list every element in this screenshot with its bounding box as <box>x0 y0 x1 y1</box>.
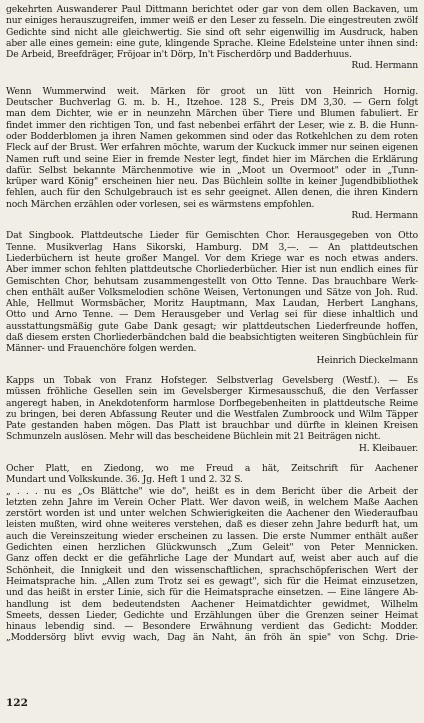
text-line: Ahle, Hellmut Wormsbächer, Moritz Hauptmann, Max Laudan, Herbert Langhans, <box>6 298 418 310</box>
text-line: handlung ist dem bedeutendsten Aachener Heimatdichter gewidmet, Wilhelm <box>6 598 418 610</box>
text-line: Gemischten Chor, behutsam zusammengestellt von Otto Tenne. Das brauchbare Werk- <box>6 275 418 287</box>
text-line: Fleck auf der Brust. Wer erfahren möchte, warum der Kuckuck immer nur seinen eigenen <box>6 142 418 154</box>
text-line: Gedichte sind nicht alle gleichwertig. Sie sind oft sehr eigenwillig im Ausdruck, haben <box>6 26 418 38</box>
text-line: Schönheit, die Innigkeit und den wissenschaftlichen, sprachschöpferischen Wert der <box>6 564 418 576</box>
page-number: 122 <box>6 697 28 709</box>
text-line: Ganz offen deckt er die gefährliche Lage der Mundart auf, weist aber auch auf die <box>6 553 418 565</box>
review-heading-line: Ocher Platt, en Ziedong, wo me Freud a hät, Zeitschrift für Aachener <box>6 462 418 474</box>
text-line: aber alle eines gemein: eine gute, klingende Sprache. Kleine Edelsteine unter ihnen sind: <box>6 37 418 49</box>
text-line: nur einiges herauszugreifen, immer weiß er den Leser zu fesseln. Die eingestreuten zwölf <box>6 15 418 27</box>
text-line: und das heißt in erster Linie, sich für die Heimatsprache einsetzen. — Eine längere Ab- <box>6 587 418 599</box>
text-line: chen enthält außer Volksmelodien schöne Weisen, Vertonungen und Sätze von Joh. Rud. <box>6 286 418 298</box>
review-heading-line: Wenn Wummerwind weit. Märken för groot un lütt von Heinrich Hornig. <box>6 85 418 97</box>
text-line: „Moddersörg blivt evvig wach, Dag än Naht, än fröh än spie" von Schg. Drie- <box>6 632 418 644</box>
text-line: Mundart und Volkskunde. 36. Jg. Heft 1 und 2. 32 S. <box>6 474 243 486</box>
text-line: noch Märchen erzählen oder vorlesen, sei es wärmstens empfohlen. <box>6 198 315 210</box>
text-line: zerstört worden ist und unter welchen Schwierigkeiten die Aachener den Wiederaufbau <box>6 508 418 520</box>
text-line: Otto und Arno Tenne. — Dem Herausgeber und Verlag sei für diese inhaltlich und <box>6 309 418 321</box>
text-line: letzten zehn Jahre im Verein Ocher Platt. Wer davon weiß, in welchem Maße Aachen <box>6 496 418 508</box>
text-line: müssen fröhliche Gesellen sein im Gevelsberger Kirmesausschuß, die den Verfasser <box>6 386 418 398</box>
text-line: gekehrten Auswanderer Paul Dittmann berichtet oder gar von dem ollen Backaven, um <box>6 4 418 15</box>
text-line: Heimatsprache hin. „Allen zum Trotz sei es gewagt", sich für die Heimat einzusetzen, <box>6 575 418 587</box>
reviewer-signature: Heinrich Dieckelmann <box>316 354 418 366</box>
reviewer-signature: Rud. Hermann <box>351 60 418 72</box>
text-line: De Arbeid, Breefdräger, Fröjoar in't Dörp, In't Fischerdörp und Badderhuus. <box>6 49 352 61</box>
text-line: Pate gestanden haben mögen. Das Platt ist brauchbar und dürfte in kleinen Kreisen <box>6 420 418 432</box>
review-heading-line: Kapps un Tobak von Franz Hofsteger. Selbstverlag Gevelsberg (Westf.). — Es <box>6 374 418 386</box>
text-line: krüper ward König" erscheinen hier neu. Das Büchlein sollte in keiner Jugendbibliothek <box>6 176 418 188</box>
text-line: Namen ruft und seine Eier in fremde Nester legt, findet hier im Märchen die Erklärung <box>6 153 418 165</box>
text-line: daß diesem ersten Chorliederbändchen bald die beabsichtigten weiteren Singbüchlein für <box>6 332 418 344</box>
review-dat-singbook <box>6 230 418 366</box>
text-line: Smeets, dessen Lieder, Gedichte und Erzählungen über die Grenzen seiner Heimat <box>6 609 418 621</box>
review-heading-line: Dat Singbook. Plattdeutsche Lieder für Gemischten Chor. Herausgegeben von Otto <box>6 230 418 242</box>
intro-paragraph <box>6 4 418 72</box>
text-line: dafür. Selbst bekannte Märchenmotive wie in „Moot un Overmoot" oder in „Tunn- <box>6 164 418 176</box>
text-line: Tenne. Musikverlag Hans Sikorski, Hamburg. DM 3,—. — An plattdeutschen <box>6 241 418 253</box>
text-line: Deutscher Buchverlag G. m. b. H., Itzehoe. 128 S., Preis DM 3,30. — Gern folgt <box>6 97 418 109</box>
text-line: man dem Dichter, wie er in neunzehn Märchen über Tiere und Blumen fabuliert. Er <box>6 108 418 120</box>
text-line: auch die Vereinszeitung wieder erscheinen zu lassen. Die erste Nummer enthält außer <box>6 530 418 542</box>
text-line: Schmunzeln auslösen. Mehr will das bescheidene Büchlein mit 21 Beiträgen nicht. <box>6 431 381 443</box>
text-line: Liederbüchern ist heute großer Mangel. Vor dem Kriege war es noch etwas anders. <box>6 252 418 264</box>
text-line: angeregt haben, in Anekdotenform harmlose Dorfbegebenheiten in plattdeutsche Reime <box>6 397 418 409</box>
text-line: ausstattungsmäßig gute Gabe Dank gesagt; wir plattdeutschen Liederfreunde hoffen, <box>6 320 418 332</box>
text-line: hinaus lebendig sind. — Besondere Erwähnung verdient das Gedicht: Modder. <box>6 621 418 633</box>
review-ocher-platt <box>6 463 418 644</box>
text-line: findet immer den richtigen Ton, und fast nebenbei erfährt der Leser, wie z. B. die Hunn- <box>6 119 418 131</box>
text-line: zu bringen, bei deren Abfassung Reuter und die Westfalen Zumbroock und Wilm Täpper <box>6 408 418 420</box>
text-line: Gedichten einen herzlichen Glückwunsch „Zum Geleit" von Peter Mennicken. <box>6 542 418 554</box>
text-line: Männer- und Frauenchöre folgen werden. <box>6 343 197 355</box>
text-line: „ . . . nu es „Os Blättche" wie do", heißt es in dem Bericht über die Arbeit der <box>6 485 418 497</box>
review-kapps-un-tobak <box>6 375 418 454</box>
text-line: oder Bodderblomen ja ihren Namen gekommen sind oder das Rotkehlchen zu dem roten <box>6 130 418 142</box>
text-line: leisten mußten, wird ohne weiteres verstehen, daß es dieser zehn Jahre bedurft hat, um <box>6 519 418 531</box>
reviewer-signature: H. Kleibauer. <box>358 442 418 454</box>
review-wenn-wummerwind <box>6 86 418 222</box>
text-line: fehlen, auch für den Schulgebrauch ist es sehr geeignet. Allen denen, die ihren Kindern <box>6 187 418 199</box>
text-line: Aber immer schon fehlten plattdeutsche Chorliederbücher. Hier ist nun endlich eines für <box>6 264 418 276</box>
reviewer-signature: Rud. Hermann <box>351 210 418 222</box>
